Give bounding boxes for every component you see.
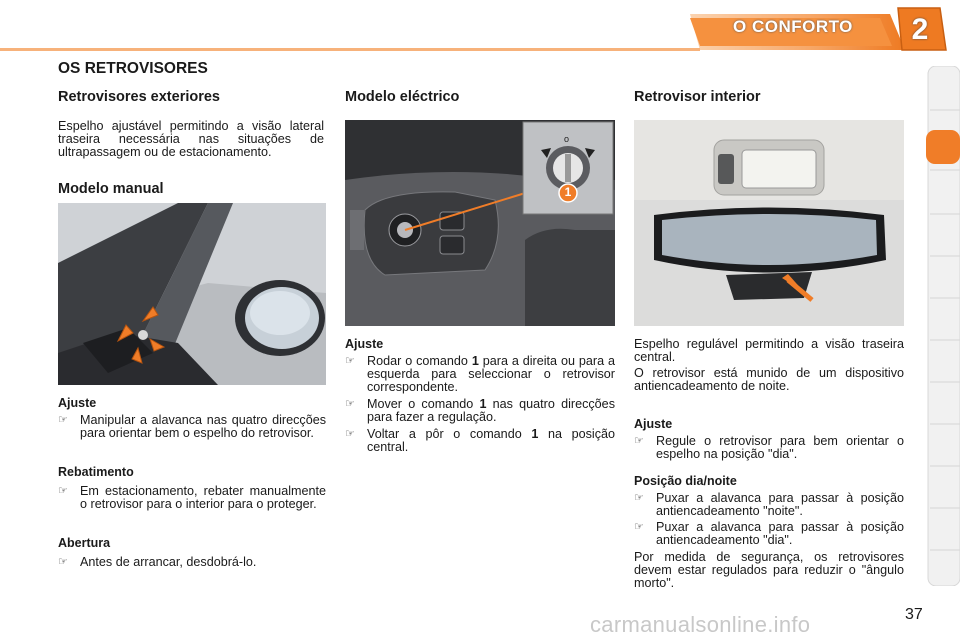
pointing-hand-icon: ☞ (634, 492, 644, 504)
pointing-hand-icon: ☞ (58, 485, 68, 497)
electric-item-3: ☞ Voltar a pôr o comando 1 na posição central. (345, 427, 615, 454)
page-number: 37 (905, 606, 923, 623)
pointing-hand-icon: ☞ (345, 355, 355, 367)
exterior-intro: Espelho ajustável permitindo a visão lateral traseira necessária nas situações de ultrapassagem ou de estacionamento. (58, 119, 324, 159)
rebatimento-heading: Rebatimento (58, 465, 134, 479)
ajuste-item-left: ☞ Manipular a alavanca nas quatro direcções para orientar bem o espelho do retrovisor. (58, 413, 326, 440)
interior-intro-2: O retrovisor está munido de um dispositivo antiencadeamento de noite. (634, 366, 904, 393)
heading-manual-model: Modelo manual (58, 181, 164, 197)
heading-exterior-mirrors: Retrovisores exteriores (58, 89, 220, 105)
ajuste-heading-middle: Ajuste (345, 337, 384, 351)
callout-label: 1 (564, 185, 572, 199)
chapter-title: O CONFORTO (733, 17, 853, 36)
ajuste-item-right: ☞ Regule o retrovisor para bem orientar o espelho na posição "dia". (634, 434, 904, 461)
watermark: carmanualsonline.info (590, 612, 811, 637)
dianoite-heading: Posição dia/noite (634, 474, 737, 488)
electric-control-image (345, 120, 615, 326)
ajuste-heading-left: Ajuste (58, 396, 97, 410)
dianoite-item-2: ☞ Puxar a alavanca para passar à posição antiencadeamento "dia". (634, 520, 904, 547)
pointing-hand-icon: ☞ (634, 521, 644, 533)
rebatimento-item: ☞ Em estacionamento, rebater manualmente o retrovisor para o interior para o proteger. (58, 484, 326, 511)
section-title: OS RETROVISORES (58, 60, 208, 77)
abertura-item: ☞ Antes de arrancar, desdobrá-lo. (58, 555, 257, 569)
abertura-heading: Abertura (58, 536, 111, 550)
ajuste-heading-right: Ajuste (634, 417, 673, 431)
svg-text:o: o (564, 134, 570, 144)
pointing-hand-icon: ☞ (58, 414, 68, 426)
dianoite-item-1: ☞ Puxar a alavanca para passar à posição antiencadeamento "noite". (634, 491, 904, 518)
interior-closing: Por medida de segurança, os retrovisores devem estar regulados para reduzir o "ângulo morto". (634, 550, 904, 590)
interior-mirror-image (634, 120, 904, 326)
interior-intro-1: Espelho regulável permitindo a visão traseira central. (634, 337, 904, 364)
pointing-hand-icon: ☞ (345, 398, 355, 410)
pointing-hand-icon: ☞ (345, 428, 355, 440)
side-tab-active[interactable] (924, 126, 960, 166)
pointing-hand-icon: ☞ (634, 435, 644, 447)
chapter-number: 2 (911, 13, 929, 46)
electric-item-2: ☞ Mover o comando 1 nas quatro direcções para fazer a regulação. (345, 397, 615, 424)
manual-mirror-image (58, 203, 326, 385)
pointing-hand-icon: ☞ (58, 556, 68, 568)
heading-electric-model: Modelo eléctrico (345, 89, 460, 105)
electric-item-1: ☞ Rodar o comando 1 para a direita ou para a esquerda para seleccionar o retrovisor correspondente. (345, 354, 615, 394)
heading-interior-mirror: Retrovisor interior (634, 89, 761, 105)
